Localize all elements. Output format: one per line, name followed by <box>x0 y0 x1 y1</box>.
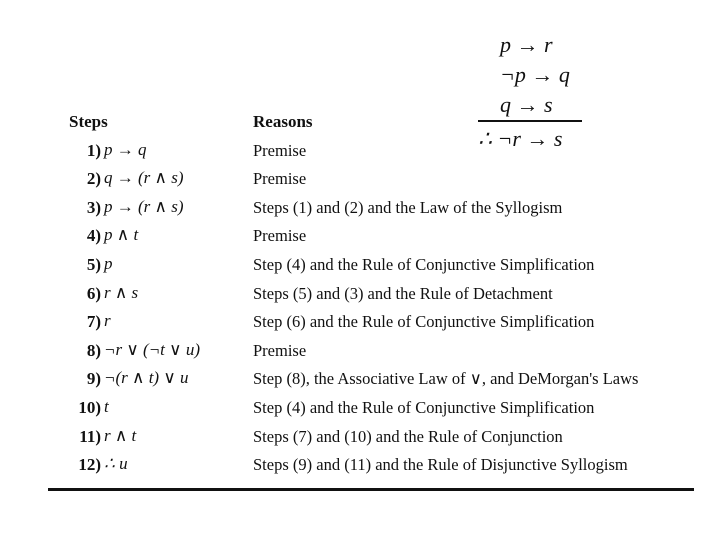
step-reason: Step (6) and the Rule of Conjunctive Simplification <box>253 312 595 332</box>
steps-table <box>66 108 696 480</box>
bottom-divider <box>48 488 694 491</box>
step-expression: p <box>104 253 113 273</box>
step-number: 5) <box>86 254 101 274</box>
step-expression: p → q <box>104 139 147 159</box>
header-steps: Steps <box>69 112 108 131</box>
step-number: 9) <box>86 369 101 389</box>
table-row <box>66 137 696 166</box>
table-row <box>66 308 696 337</box>
step-number: 7) <box>86 312 101 332</box>
step-expression: r ∧ s <box>104 282 139 302</box>
table-row <box>66 165 696 194</box>
step-reason: Steps (5) and (3) and the Rule of Detachment <box>253 283 553 303</box>
table-row <box>66 194 696 223</box>
step-expression: p → (r ∧ s) <box>104 196 184 216</box>
step-number: 1) <box>86 140 101 160</box>
step-reason: Steps (7) and (10) and the Rule of Conjunction <box>253 426 563 446</box>
step-expression: r ∧ t <box>104 425 137 445</box>
step-expression: r <box>104 311 111 331</box>
step-reason: Steps (1) and (2) and the Law of the Syllogism <box>253 197 563 217</box>
step-number: 10) <box>78 397 101 417</box>
argument-conclusion: ∴ ¬r → s <box>478 126 563 151</box>
step-number: 2) <box>86 169 101 189</box>
header-reasons: Reasons <box>253 112 313 131</box>
step-reason: Premise <box>253 226 307 246</box>
step-expression: q → (r ∧ s) <box>104 168 184 188</box>
step-expression: p ∧ t <box>104 225 139 245</box>
table-row <box>66 222 696 251</box>
step-expression: t <box>104 396 109 416</box>
step-expression: ∴ u <box>104 454 128 474</box>
step-number: 8) <box>86 340 101 360</box>
step-reason: Premise <box>253 340 307 360</box>
table-header-row <box>66 108 696 137</box>
step-number: 6) <box>86 283 101 303</box>
step-expression: ¬r ∨ (¬t ∨ u) <box>104 339 200 359</box>
table-row <box>66 280 696 309</box>
step-number: 4) <box>86 226 101 246</box>
table-row <box>66 423 696 452</box>
step-reason: Premise <box>253 140 307 160</box>
step-expression: ¬(r ∧ t) ∨ u <box>104 368 189 388</box>
step-reason: Step (8), the Associative Law of ∨, and DeMorgan's Laws <box>253 369 639 389</box>
table-row <box>66 394 696 423</box>
argument-premise: q → s <box>500 92 553 117</box>
step-number: 3) <box>86 197 101 217</box>
table-row <box>66 365 696 394</box>
table-row <box>66 337 696 366</box>
table-row <box>66 251 696 280</box>
step-number: 11) <box>79 426 101 446</box>
step-reason: Step (4) and the Rule of Conjunctive Simplification <box>253 254 595 274</box>
step-reason: Step (4) and the Rule of Conjunctive Simplification <box>253 397 595 417</box>
step-reason: Steps (9) and (11) and the Rule of Disjunctive Syllogism <box>253 455 628 475</box>
step-reason: Premise <box>253 169 307 189</box>
table-row <box>66 451 696 480</box>
step-number: 12) <box>78 455 101 475</box>
argument-premise: p → r <box>500 32 553 57</box>
argument-premise: ¬p → q <box>500 62 570 87</box>
